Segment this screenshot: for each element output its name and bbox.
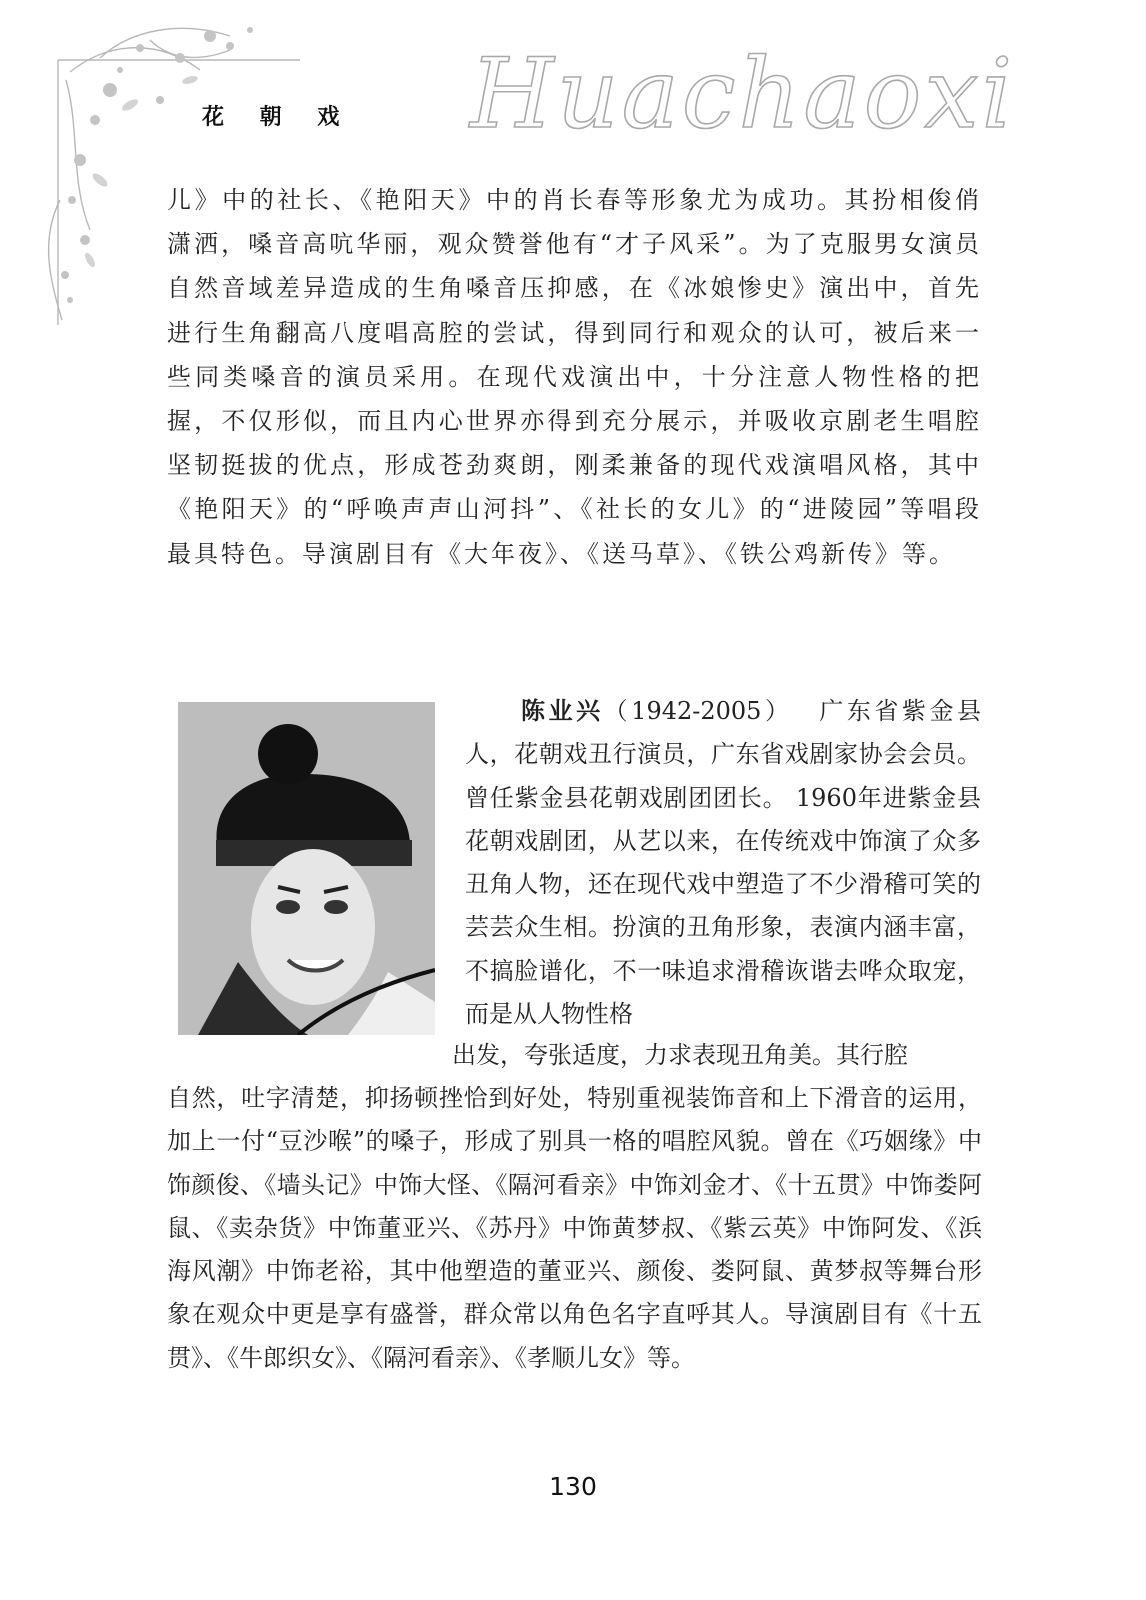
page-number: 130 bbox=[549, 1472, 597, 1501]
header-script-title: Huachaoxi bbox=[470, 38, 1016, 150]
person-name: 陈业兴 bbox=[521, 697, 604, 725]
biography-text-beside-photo: 广东省紫金县人，花朝戏丑行演员，广东省戏剧家协会会员。曾任紫金县花朝戏剧团团长。 1960年进紫金县花朝戏剧团，从艺以来，在传统戏中饰演了众多丑角人物，还在现代戏中塑造了不少滑稽可笑的芸芸众生相。扮演的丑角形象，表演内涵丰富，不搞脸谱化，不一味追求滑稽诙谐去哗众取宠，而是从人物性格 bbox=[465, 697, 982, 1029]
biography-last-line-beside-photo: 出发，夸张适度，力求表现丑角美。其行腔 bbox=[452, 1041, 908, 1069]
header-section-title: 花 朝 戏 bbox=[202, 105, 354, 130]
biography-intro bbox=[465, 690, 981, 1036]
portrait-photo bbox=[178, 702, 435, 1035]
biography-text-below: 自然，吐字清楚，抑扬顿挫恰到好处，特别重视装饰音和上下滑音的运用，加上一付“豆沙喉”的嗓子，形成了别具一格的唱腔风貌。曾在《巧姻缘》中饰颜俊、《墙头记》中饰大怪、《隔河看亲》中饰刘金才、《十五贯》中饰娄阿鼠、《卖杂货》中饰董亚兴、《苏丹》中饰黄梦叔、《紫云英》中饰阿发、《浜海风潮》中饰老裕，其中他塑造的董亚兴、颜俊、娄阿鼠、黄梦叔等舞台形象在观众中更是享有盛誉，群众常以角色名字直呼其人。导演剧目有《十五贯》、《牛郎织女》、《隔河看亲》、《孝顺儿女》等。 bbox=[167, 1084, 982, 1372]
person-dates: （1942-2005） bbox=[603, 697, 781, 725]
paragraph-continued: 儿》中的社长、《艳阳天》中的肖长春等形象尤为成功。其扮相俊俏潇洒，嗓音高吭华丽，观众赞誉他有“才子风采”。为了克服男女演员自然音域差异造成的生角嗓音压抑感，在《冰娘惨史》演出中，首先进行生角翻高八度唱高腔的尝试，得到同行和观众的认可，被后来一些同类嗓音的演员采用。在现代戏演出中，十分注意人物性格的把握，不仅形似，而且内心世界亦得到充分展示，并吸收京剧老生唱腔坚韧挺拔的优点，形成苍劲爽朗，刚柔兼备的现代戏演唱风格，其中《艳阳天》的“呼唤声声山河抖”、《社长的女儿》的“进陵园”等唱段最具特色。导演剧目有《大年夜》、《送马草》、《铁公鸡新传》等。 bbox=[167, 186, 982, 568]
